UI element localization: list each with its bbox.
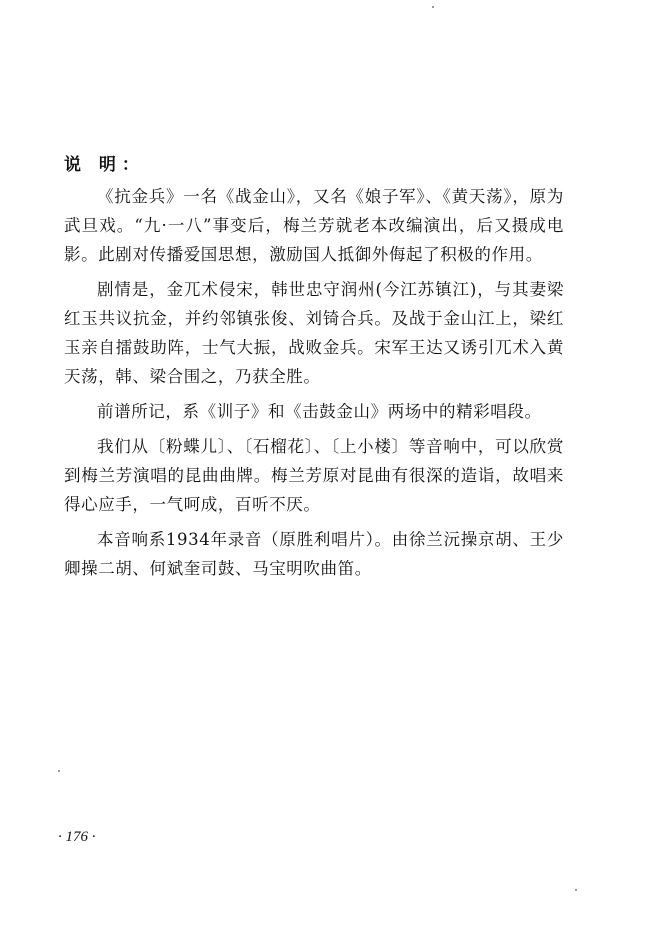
paragraph-kunqu: 我们从〔粉蝶儿〕、〔石榴花〕、〔上小楼〕等音响中，可以欣赏到梅兰芳演唱的昆曲曲牌。梅兰芳原对昆曲有很深的造诣，故唱来得心应手，一气呵成，百听不厌。 — [64, 437, 564, 514]
paragraph-plot: 剧情是，金兀术侵宋，韩世忠守润州(今江苏镇江)，与其妻梁红玉共议抗金，并约邻镇张俊、刘锜合兵。及战于金山江上，梁红玉亲自擂鼓助阵，士气大振，战败金兵。宋军王达又诱引兀术入黄天荡，韩、梁合围之，乃获全胜。 — [64, 280, 564, 386]
print-speck — [58, 770, 60, 772]
paragraph-intro: 《抗金兵》一名《战金山》，又名《娘子军》、《黄天荡》，原为武旦戏。“九·一八”事变后，梅兰芳就老本改编演出，后又摄成电影。此剧对传播爱国思想，激励国人抵御外侮起了积极的作用。 — [64, 187, 564, 264]
print-speck — [432, 6, 434, 8]
page-number: · 176 · — [58, 829, 96, 845]
paragraph-score-note: 前谱所记，系《训子》和《击鼓金山》两场中的精彩唱段。 — [97, 402, 542, 421]
print-speck — [575, 889, 577, 891]
section-heading: 说 明： — [64, 155, 145, 175]
paragraph-recording: 本音响系1934年录音（原胜利唱片）。由徐兰沅操京胡、王少卿操二胡、何斌奎司鼓、马宝明吹曲笛。 — [64, 530, 564, 578]
body-text — [64, 182, 564, 583]
